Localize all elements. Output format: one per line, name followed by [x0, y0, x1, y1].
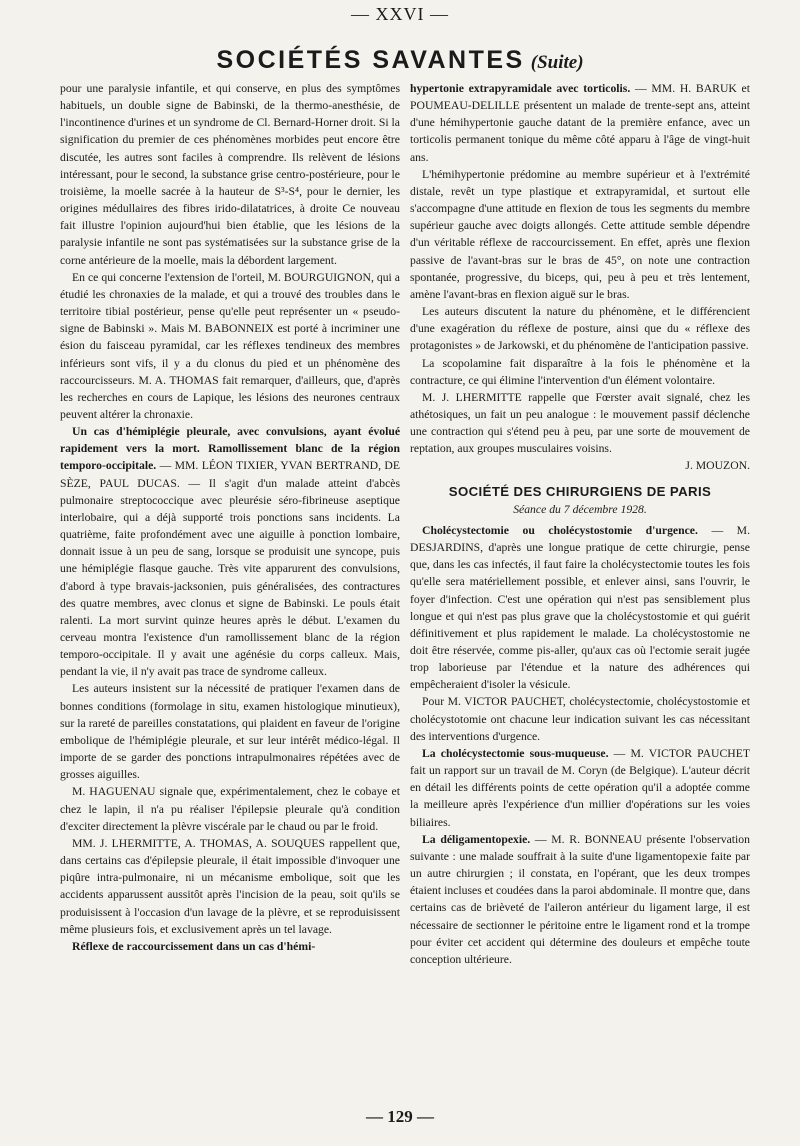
paragraph-lead-title: hypertonie extrapyramidale avec torticolis.: [410, 82, 631, 95]
paragraph-body: pour une paralysie infantile, et qui conserve, en plus des symptômes habituels, un double signe de Babinski, de la thermo-anesthésie, de l'incontinence d'urines et un syndrome de Cl. Bernard-Horner droit. Si la signification du premier de ces phénomènes morbides peut encore être discutée, les autres sont faciles à comprendre. Ils relèvent de lésions intéressant, pour le second, la substance grise centro-postérieure, pour le troisième, la moelle sacrée à la hauteur de S³-S⁴, pour le dernier, les origines médullaires des fibres irido-dilatatrices, à droite Ce nouveau fait illustre l'opinion aujourd'hui bien établie, que les lésions de la paralysie infantile ne sont pas systématisées sur la substance grise de la corne antérieure de la moelle, mais la débordent largement.: [60, 82, 400, 267]
article-paragraph: [60, 80, 400, 269]
section-title-suffix: (Suite): [530, 52, 584, 73]
paragraph-lead-title: La déligamentopexie.: [422, 832, 531, 846]
paragraph-body: M. J. LHERMITTE rappelle que Fœrster avait signalé, chez les athétosiques, un fait un peu analogue : le mouvement passif déclenche une contraction qui s'étend peu à peu, par une sorte de mouvement de reptation, aux groupes musculaires voisins.: [410, 390, 750, 456]
paragraph-body: — M. VICTOR PAUCHET fait un rapport sur un travail de M. Coryn (de Belgique). L'auteur décrit en détail les différents points de cette opération qu'il a adoptée comme la meilleure après l'expérience d'un millier d'opérations sur les voies biliaires.: [410, 746, 750, 829]
paragraph-body: Pour M. VICTOR PAUCHET, cholécystectomie, cholécystostomie et cholécystotomie ont chacune leur indication suivant les cas nécessitant des interventions d'urgence.: [410, 695, 750, 743]
paragraph-body: — MM. H. BARUK et POUMEAU-DELILLE présentent un malade de trente-sept ans, atteint d'une hémihypertonie gauche datant de la première enfance, avec un torticolis permanent tonique du même côté apparu à l'âge de vingt-huit ans.: [410, 82, 750, 164]
paragraph-body: Les auteurs insistent sur la nécessité de pratiquer l'examen dans de bonnes conditions (formolage in situ, examen histologique minutieux), sur la rareté de pareilles constatations, qui plaident en faveur de l'origine embolique de l'hémiplégie pleurale, et sur leur intérêt médico-légal. Il importe de se garder des ponctions intrapulmonaires répétées avec de grosses aiguilles.: [60, 682, 400, 782]
paragraph-body: M. HAGUENAU signale que, expérimentalement, chez le cobaye et chez le lapin, il n'a pu réaliser l'épilepsie pleurale qu'à condition d'exciter directement la plèvre viscérale par le chaud ou par le froid.: [60, 785, 400, 833]
article-paragraph: [60, 783, 400, 834]
paragraph-body: MM. J. LHERMITTE, A. THOMAS, A. SOUQUES rappellent que, dans certains cas d'épilepsie pleurale, il était impossible d'invoquer une piqûre intra-pulmonaire, ni un mécanisme embolique, soit que les accidents apparussent aussitôt après l'incision de la peau, soit qu'ils se produisissent à l'occasion d'un lavage de la plèvre, et se reproduisissent même plusieurs fois, et exclusivement après un tel lavage.: [60, 836, 400, 936]
section-title-text: SOCIÉTÉS SAVANTES: [216, 46, 525, 74]
paragraph-lead-title: Un cas d'hémiplégie pleurale, avec convulsions, ayant évolué rapidement vers la mort. Ramollissement blanc de la région temporo-occipitale.: [60, 425, 400, 473]
page-roman-numeral: — XXVI —: [351, 4, 449, 24]
article-paragraph: [60, 680, 400, 783]
article-paragraph: [410, 80, 750, 166]
article-paragraph: [410, 745, 750, 831]
paragraph-lead-title: Cholécystectomie ou cholécystostomie d'urgence.: [422, 523, 698, 537]
paragraph-body: Les auteurs discutent la nature du phénomène, et le différencient d'une exagération du réflexe de posture, ainsi que du « réflexe des protagonistes » de Jarkowski, et du phénomène de l'anticipation passive.: [410, 305, 750, 353]
society-heading: SOCIÉTÉ DES CHIRURGIENS DE PARIS: [448, 483, 712, 499]
article-paragraph: [60, 269, 400, 423]
paragraph-body: L'hémihypertonie prédomine au membre supérieur et à l'extrémité distale, revêt un type plastique et extrapyramidal, et surtout elle s'accompagne d'une attitude en flexion de tous les segments du membre supérieur gauche avec doigts allongés. Cette attitude semble dépendre d'un véritable réflexe de raccourcissement. En effet, après une flexion passive de l'avant-bras sur le bras de 45°, on note une contraction spontanée, progressive, du biceps, qui, peu à peu et très lentement, amène l'avant-bras en flexion aiguë sur le bras.: [410, 167, 750, 301]
article-paragraph: [60, 938, 400, 955]
paragraph-body: La scopolamine fait disparaître à la fois le phénomène et la contracture, ce qui élimine l'intervention d'un élément volontaire.: [410, 356, 750, 387]
session-date: Séance du 7 décembre 1928.: [513, 502, 647, 516]
article-paragraph: [410, 693, 750, 744]
article-paragraph: [410, 831, 750, 968]
section-title: [0, 46, 800, 75]
left-column: [60, 80, 400, 955]
paragraph-lead-title: La cholécystectomie sous-muqueuse.: [422, 746, 609, 760]
article-paragraph: [60, 423, 400, 680]
article-paragraph: [410, 303, 750, 354]
article-paragraph: [410, 522, 750, 694]
paragraph-body: — M. DESJARDINS, d'après une longue pratique de cette chirurgie, pense que, dans les cas infectés, il faut faire la cholécystectomie toutes les fois qu'elle sera matériellement possible, et enlever ainsi, sans l'ouvrir, le foyer d'infection. C'est une opération qui n'est pas sensiblement plus longue et qui n'est pas plus grave que la cholécystostomie et qui guérit définitivement et plus rapidement le malade. La cholécystostomie ne doit être réservée, comme pis-aller, qu'aux cas où l'ectomie serait jugée trop laborieuse par l'étendue et la nature des adhérences qui empêcheraient d'isoler la vésicule.: [410, 523, 750, 692]
article-paragraph: [410, 355, 750, 389]
paragraph-body: — M. R. BONNEAU présente l'observation suivante : une malade souffrait à la suite d'une ligamentopexie faite par un autre chirurgien ; il constata, en l'opérant, que les deux trompes étaient incluses et coudées dans la paroi abdominale. Il montre que, dans certains cas de brièveté de l'aileron antérieur du ligament large, il est nécessaire de sectionner le péritoine entre le ligament rond et la trompe pour éviter cet accident qui détermine des douleurs et empêche toute conception ultérieure.: [410, 832, 750, 966]
paragraph-body: — MM. LÉON TIXIER, YVAN BERTRAND, DE SÈZE, PAUL DUCAS. — Il s'agit d'un malade atteint d'abcès pulmonaire streptococcique avec pleurésie séro-fibrineuse aseptique interlobaire, qui a déjà supporté trois ponctions sans incidents. La quatrième, faite profondément avec une aiguille à ponction lombaire, donnait issue à un peu de sang, lorsque se produisit une syncope, puis une hémiplégie flasque gauche. Très vite apparurent des convulsions, d'abord à type bravais-jacksonien, puis généralisées, des contractures des quatre membres, avec clonus et signe de Babinski. Le pouls était ralenti. La mort survint quinze heures après le début. L'examen du cerveau montra l'existence d'un ramollissement blanc de la région temporo-occipitale. Il y avait une agénésie du corps calleux. Mais, pendant la vie, il n'y avait pas trace de syndrome calleux.: [60, 459, 400, 679]
article-paragraph: [410, 389, 750, 458]
right-column: [410, 80, 750, 968]
author-signature: J. MOUZON.: [685, 459, 750, 473]
article-paragraph: [410, 166, 750, 303]
paragraph-lead-title: Réflexe de raccourcissement dans un cas d'hémi-: [72, 939, 316, 953]
article-paragraph: [60, 835, 400, 938]
page-number: — 129 —: [366, 1107, 434, 1126]
paragraph-body: En ce qui concerne l'extension de l'orteil, M. BOURGUIGNON, qui a étudié les chronaxies de la malade, et qui a trouvé des troubles dans le territoire tibial postérieur, pense qu'elle peut représenter un « pseudo-signe de Babinski ». Mais M. BABONNEIX est porté à incriminer une ésion du faisceau pyramidal, car les réflexes tendineux des membres inférieurs sont vifs, il y a du clonus du pied et un phénomène des raccourcisseurs. M. A. THOMAS fait remarquer, d'ailleurs, que, d'après les recherches en cours de Lapique, les lésions des neurones centraux peuvent altérer la chronaxie.: [60, 270, 400, 421]
